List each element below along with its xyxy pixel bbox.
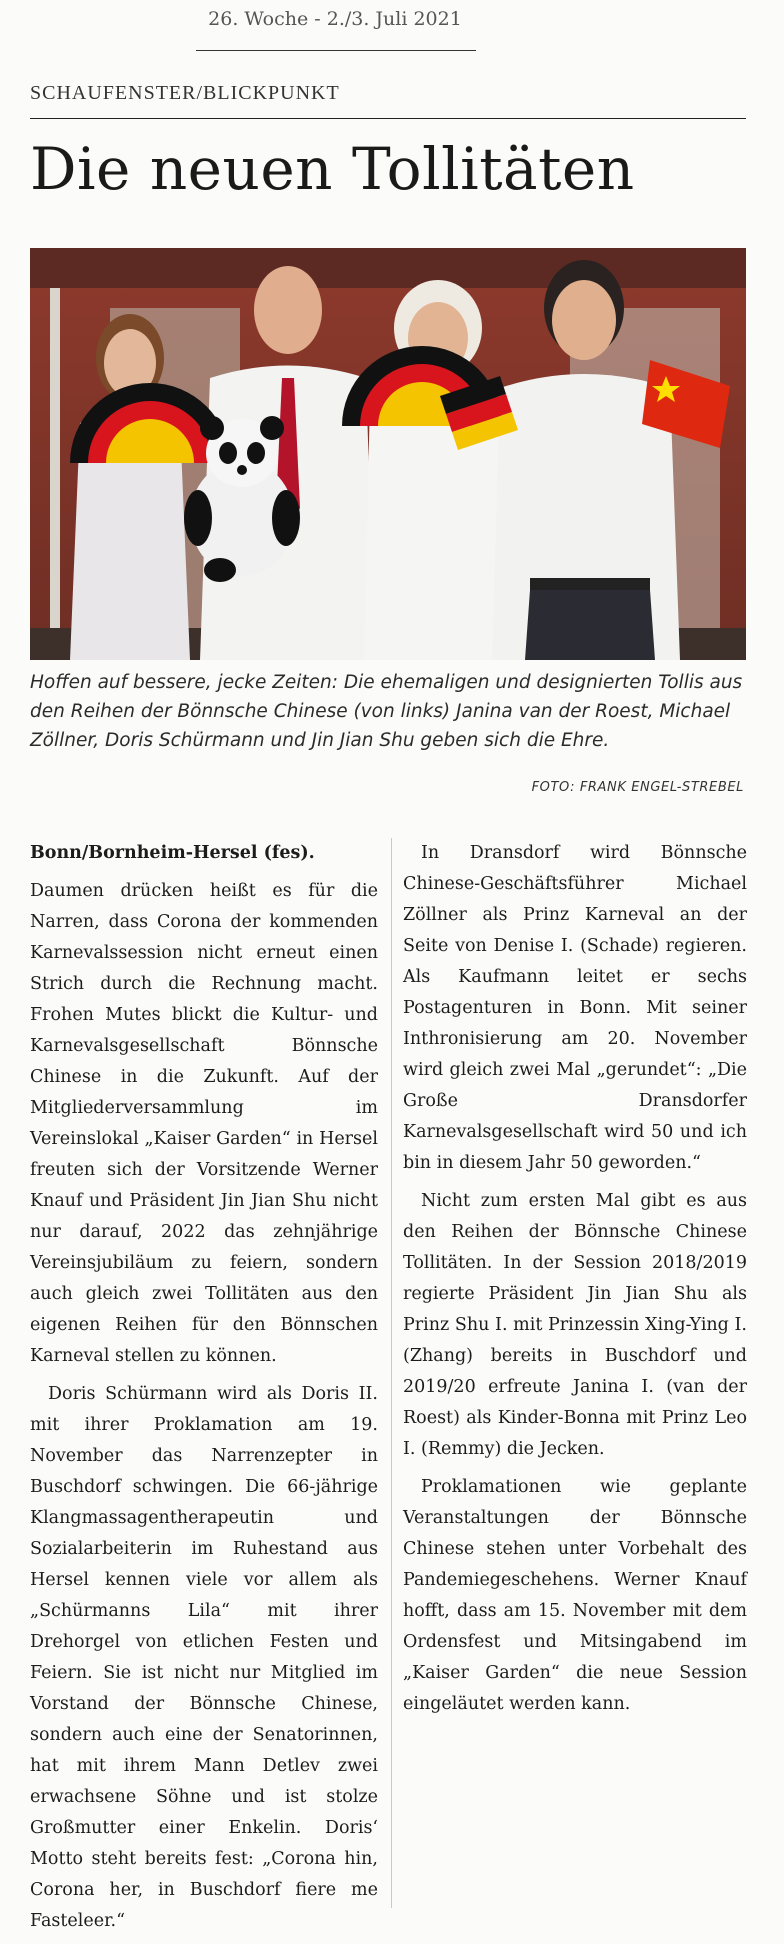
photo-caption: Hoffen auf bessere, jecke Zeiten: Die ehemaligen und designierten Tollis aus den Reihen der Bönnsche Chinese (von links) Janina van der Roest, Michael Zöllner, Doris Schürmann und Jin Jian Shu geben sich die Ehre. (30, 672, 743, 751)
section-rule (30, 118, 746, 119)
article-dateline: Bonn/Bornheim-Hersel (fes). (30, 843, 315, 863)
issue-dateline: 26. Woche - 2./3. Juli 2021 (208, 8, 462, 30)
dateline-rule (196, 50, 476, 51)
column-divider (391, 838, 392, 1908)
article-column-left (30, 838, 378, 1944)
section-label: SCHAUFENSTER/BLICKPUNKT (30, 82, 340, 104)
article-lead-paragraph (30, 838, 378, 869)
article-photo (30, 248, 746, 660)
article-paragraph-4: Nicht zum ersten Mal gibt es aus den Reihen der Bönnsche Chinese Tollitäten. In der Session 2018/2019 regierte Präsident Jin Jian Shu als Prinz Shu I. mit Prinzessin Xing-Ying I. (Zhang) bereits in Buschdorf und 2019/20 erfreute Janina I. (van der Roest) als Kinder-Bonna mit Prinz Leo I. (Remmy) die Jecken. (403, 1191, 747, 1459)
photo-credit: FOTO: FRANK ENGEL-STREBEL (531, 780, 744, 795)
photo-illustration (30, 248, 746, 660)
awning (30, 248, 746, 288)
article-paragraph-5: Proklamationen wie geplante Veranstaltungen der Bönnsche Chinese stehen unter Vorbehalt des Pandemiegeschehens. Werner Knauf hofft, dass am 15. November mit dem Ordensfest und Mitsingabend im „Kaiser Garden“ die neue Session eingeläutet werden kann. (403, 1477, 747, 1714)
article-paragraph-3: In Dransdorf wird Bönnsche Chinese-Geschäftsführer Michael Zöllner als Prinz Karneval an der Seite von Denise I. (Schade) regieren. Als Kaufmann leitet er sechs Postagenturen in Bonn. Mit seiner Inthronisierung am 20. November wird gleich zwei Mal „gerundet“: „Die Große Dransdorfer Karnevalsgesellschaft wird 50 und ich bin in diesem Jahr 50 geworden.“ (403, 843, 747, 1173)
article-paragraph-1: Daumen drücken heißt es für die Narren, dass Corona der kommenden Karnevalssession nicht erneut einen Strich durch die Rechnung macht. Frohen Mutes blickt die Kultur- und Karnevalsgesellschaft Bönnsche Chinese in die Zukunft. Auf der Mitgliederversammlung im Vereinslokal „Kaiser Garden“ in Hersel freuten sich der Vorsitzende Werner Knauf und Präsident Jin Jian Shu nicht nur darauf, 2022 das zehnjährige Vereinsjubiläum zu feiern, sondern auch gleich zwei Tollitäten aus den eigenen Reihen für den Bönnschen Karneval stellen zu können. (30, 881, 378, 1366)
article-headline: Die neuen Tollitäten (30, 135, 635, 203)
article-paragraph-2: Doris Schürmann wird als Doris II. mit ihrer Proklamation am 19. November das Narrenzepter in Buschdorf schwingen. Die 66-jährige Klangmassagentherapeutin und Sozialarbeiterin im Ruhestand aus Hersel kennen viele vor allem als „Schürmanns Lila“ mit ihrer Drehorgel von etlichen Festen und Feiern. Sie ist nicht nur Mitglied im Vorstand der Bönnsche Chinese, sondern auch eine der Senatorinnen, hat mit ihrem Mann Detlev zwei erwachsene Söhne und ist stolze Großmutter einer Enkelin. Doris‘ Motto steht bereits fest: „Corona hin, Corona her, in Buschdorf fiere me Fasteleer.“ (30, 1384, 378, 1931)
article-column-right (403, 838, 747, 1727)
door-frame-left (50, 288, 60, 660)
